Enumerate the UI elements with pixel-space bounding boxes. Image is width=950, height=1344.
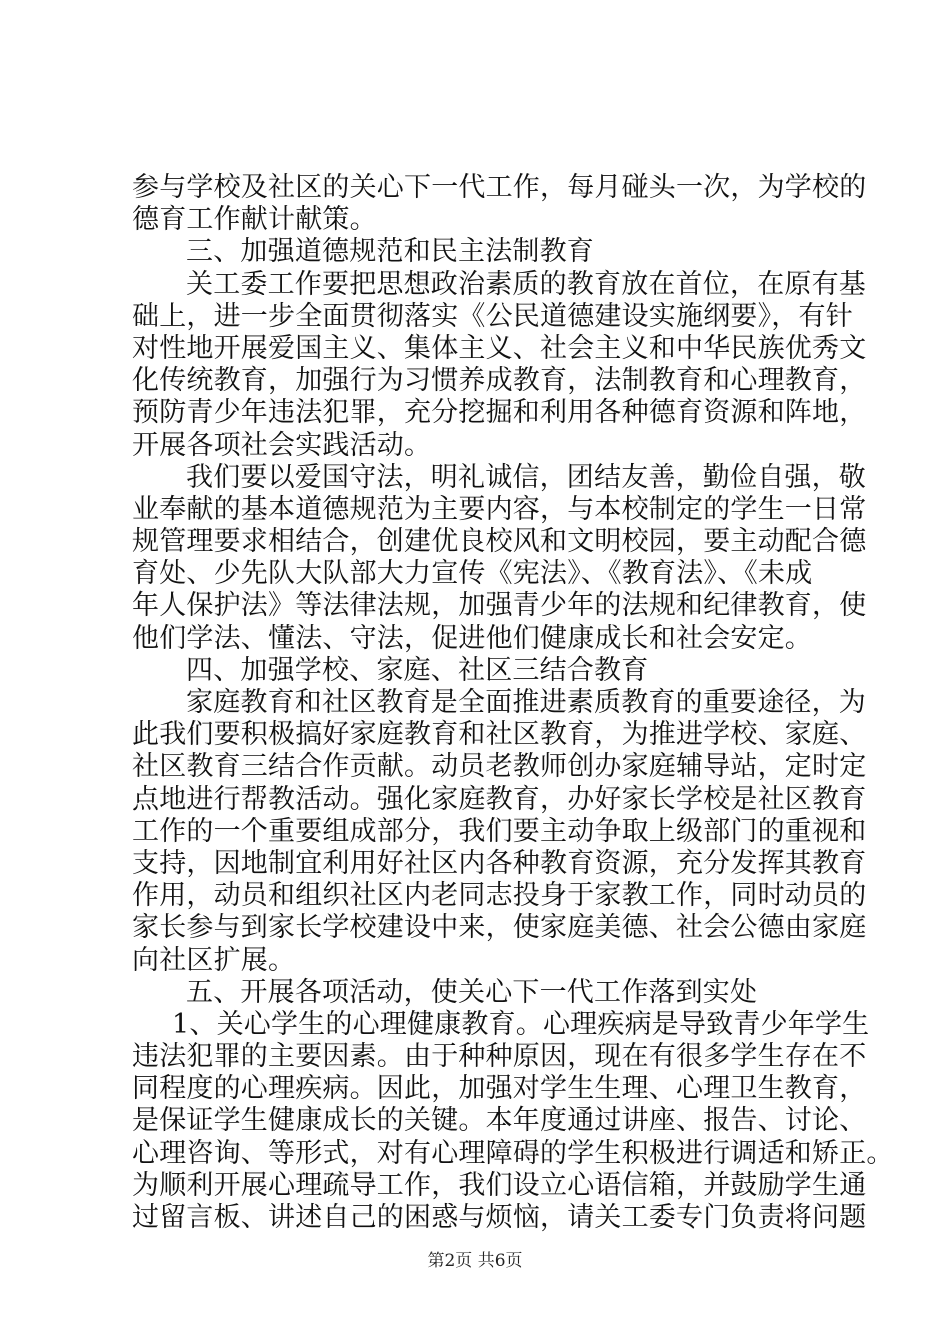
- text-line: 心理咨询、等形式，对有心理障碍的学生积极进行调适和矫正。: [132, 1137, 894, 1169]
- section-heading-4: 四、加强学校、家庭、社区三结合教育: [186, 654, 649, 686]
- text-line: 他们学法、懂法、守法，促进他们健康成长和社会安定。: [132, 622, 812, 654]
- text-line: 化传统教育，加强行为习惯养成教育，法制教育和心理教育，: [132, 365, 867, 397]
- text-line: 预防青少年违法犯罪，充分挖掘和利用各种德育资源和阵地，: [132, 397, 867, 429]
- text-line: 向社区扩展。: [132, 944, 296, 976]
- text-line: 支持，因地制宜利用好社区内各种教育资源，充分发挥其教育: [132, 847, 867, 879]
- text-line: 作用，动员和组织社区内老同志投身于家教工作，同时动员的: [132, 880, 867, 912]
- paragraph-start: 关工委工作要把思想政治素质的教育放在首位，在原有基: [186, 268, 866, 300]
- paragraph-start: 1、关心学生的心理健康教育。心理疾病是导致青少年学生: [172, 1008, 870, 1040]
- text-line: 家长参与到家长学校建设中来，使家庭美德、社会公德由家庭: [132, 912, 867, 944]
- text-line: 育处、少先队大队部大力宣传《宪法》、《教育法》、《未成: [132, 558, 813, 590]
- text-line: 德育工作献计献策。: [132, 204, 377, 236]
- paragraph-start: 我们要以爱国守法，明礼诚信，团结友善，勤俭自强，敬: [186, 461, 866, 493]
- text-line: 业奉献的基本道德规范为主要内容，与本校制定的学生一日常: [132, 493, 867, 525]
- paragraph-start: 家庭教育和社区教育是全面推进素质教育的重要途径，为: [186, 687, 866, 718]
- text-line: 年人保护法》等法律法规，加强青少年的法规和纪律教育，使: [132, 590, 867, 622]
- text-line: 参与学校及社区的关心下一代工作，每月碰头一次，为学校的: [132, 172, 867, 203]
- text-line: 同程度的心理疾病。因此，加强对学生生理、心理卫生教育，: [132, 1073, 867, 1105]
- body-text: [132, 172, 894, 1234]
- text-line: 为顺利开展心理疏导工作，我们设立心语信箱，并鼓励学生通: [132, 1169, 867, 1201]
- text-line: 社区教育三结合作贡献。动员老教师创办家庭辅导站，定时定: [132, 751, 867, 783]
- text-line: 过留言板、讲述自己的困惑与烦恼，请关工委专门负责将问题: [132, 1202, 867, 1233]
- text-line: 工作的一个重要组成部分，我们要主动争取上级部门的重视和: [132, 815, 867, 847]
- section-heading-5: 五、开展各项活动，使关心下一代工作落到实处: [186, 976, 758, 1008]
- text-line: 对性地开展爱国主义、集体主义、社会主义和中华民族优秀文: [132, 332, 867, 364]
- text-line: 点地进行帮教活动。强化家庭教育，办好家长学校是社区教育: [132, 783, 867, 815]
- section-heading-3: 三、加强道德规范和民主法制教育: [186, 236, 594, 268]
- page-number-footer: 第2页 共6页: [427, 1251, 523, 1271]
- text-line: 是保证学生健康成长的关键。本年度通过讲座、报告、讨论、: [132, 1105, 867, 1137]
- text-line: 规管理要求相结合，创建优良校风和文明校园，要主动配合德: [132, 526, 867, 558]
- text-line: 违法犯罪的主要因素。由于种种原因，现在有很多学生存在不: [132, 1041, 867, 1073]
- text-line: 开展各项社会实践活动。: [132, 429, 432, 461]
- text-line: 此我们要积极搞好家庭教育和社区教育，为推进学校、家庭、: [132, 719, 867, 751]
- text-line: 础上，进一步全面贯彻落实《公民道德建设实施纲要》，有针: [132, 300, 853, 332]
